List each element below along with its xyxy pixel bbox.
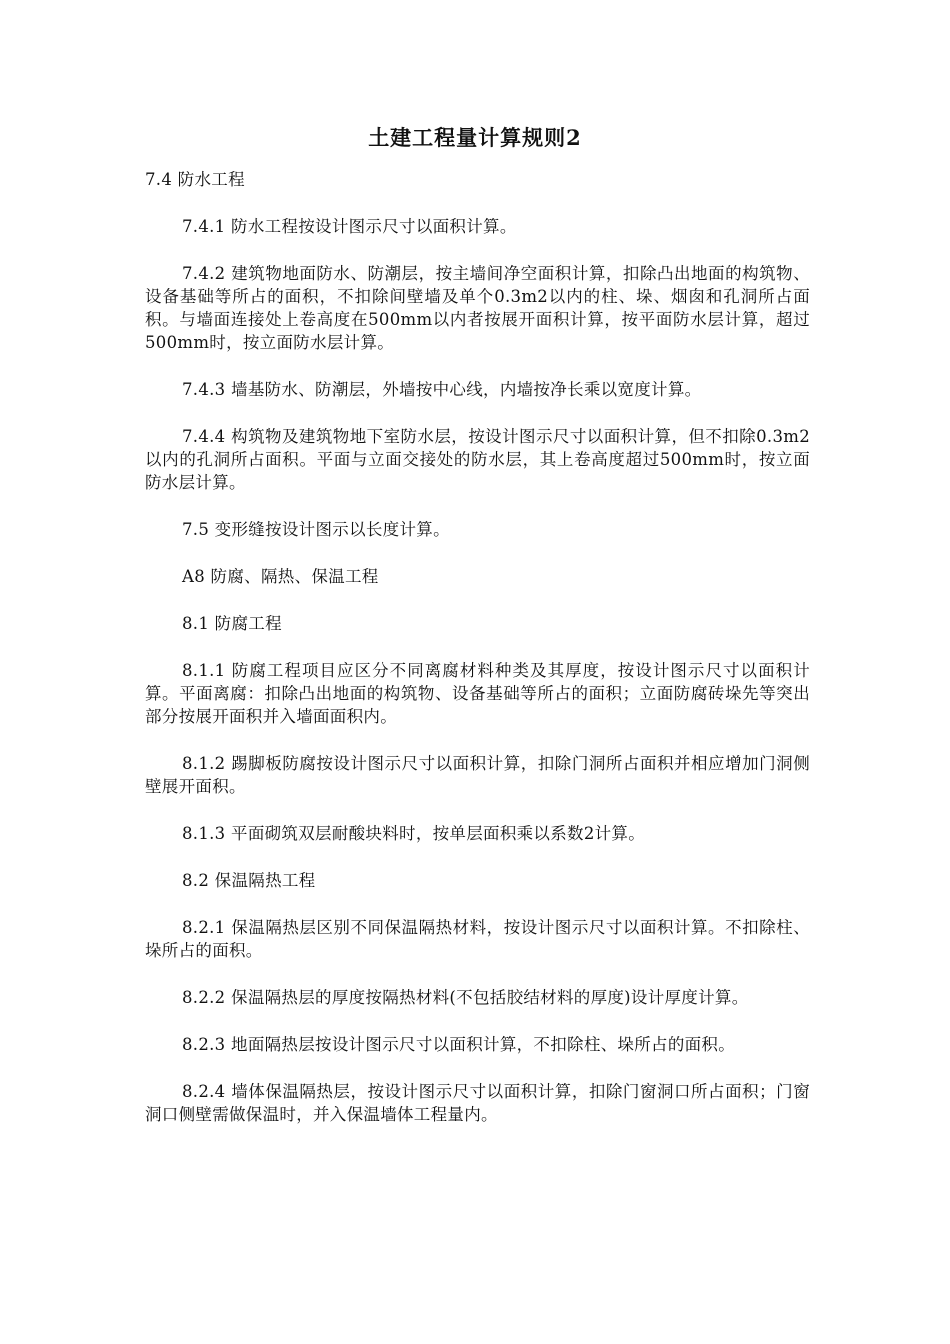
paragraph-8-2-1: 8.2.1 保温隔热层区别不同保温隔热材料，按设计图示尺寸以面积计算。不扣除柱、垛所占的面积。: [145, 918, 810, 960]
paragraph-7-4-1: 7.4.1 防水工程按设计图示尺寸以面积计算。: [182, 217, 517, 236]
section-heading-8-1: 8.1 防腐工程: [182, 614, 282, 633]
chapter-heading-a8: A8 防腐、隔热、保温工程: [182, 567, 379, 586]
paragraph-8-1-2: 8.1.2 踢脚板防腐按设计图示尺寸以面积计算，扣除门洞所占面积并相应增加门洞侧壁展开面积。: [145, 754, 810, 796]
paragraph-8-1-1: 8.1.1 防腐工程项目应区分不同离腐材料种类及其厚度，按设计图示尺寸以面积计算。平面离腐：扣除凸出地面的构筑物、设备基础等所占的面积；立面防腐砖垛先等突出部分按展开面积并入墙面面积内。: [145, 661, 810, 726]
document-body: [145, 168, 810, 1150]
paragraph-7-4-4: 7.4.4 构筑物及建筑物地下室防水层，按设计图示尺寸以面积计算，但不扣除0.3m2以内的孔洞所占面积。平面与立面交接处的防水层，其上卷高度超过500mm时，按立面防水层计算。: [145, 427, 810, 492]
paragraph-8-2-4: 8.2.4 墙体保温隔热层，按设计图示尺寸以面积计算，扣除门窗洞口所占面积；门窗洞口侧壁需做保温时，并入保温墙体工程量内。: [145, 1082, 810, 1124]
paragraph-7-4-2: 7.4.2 建筑物地面防水、防潮层，按主墙间净空面积计算，扣除凸出地面的构筑物、设备基础等所占的面积，不扣除间壁墙及单个0.3m2以内的柱、垛、烟囱和孔洞所占面积。与墙面连接处上卷高度在500mm以内者按展开面积计算，按平面防水层计算，超过500mm时，按立面防水层计算。: [145, 264, 810, 352]
paragraph-8-2-2: 8.2.2 保温隔热层的厚度按隔热材料(不包括胶结材料的厚度)设计厚度计算。: [182, 988, 749, 1007]
paragraph-7-4-3: 7.4.3 墙基防水、防潮层，外墙按中心线，内墙按净长乘以宽度计算。: [182, 380, 702, 399]
section-heading-7-4: 7.4 防水工程: [145, 170, 245, 189]
paragraph-8-1-3: 8.1.3 平面砌筑双层耐酸块料时，按单层面积乘以系数2计算。: [182, 824, 646, 843]
document-title: 土建工程量计算规则2: [368, 125, 582, 150]
paragraph-8-2-3: 8.2.3 地面隔热层按设计图示尺寸以面积计算，不扣除柱、垛所占的面积。: [182, 1035, 736, 1054]
paragraph-7-5: 7.5 变形缝按设计图示以长度计算。: [182, 520, 450, 539]
section-heading-8-2: 8.2 保温隔热工程: [182, 871, 316, 890]
